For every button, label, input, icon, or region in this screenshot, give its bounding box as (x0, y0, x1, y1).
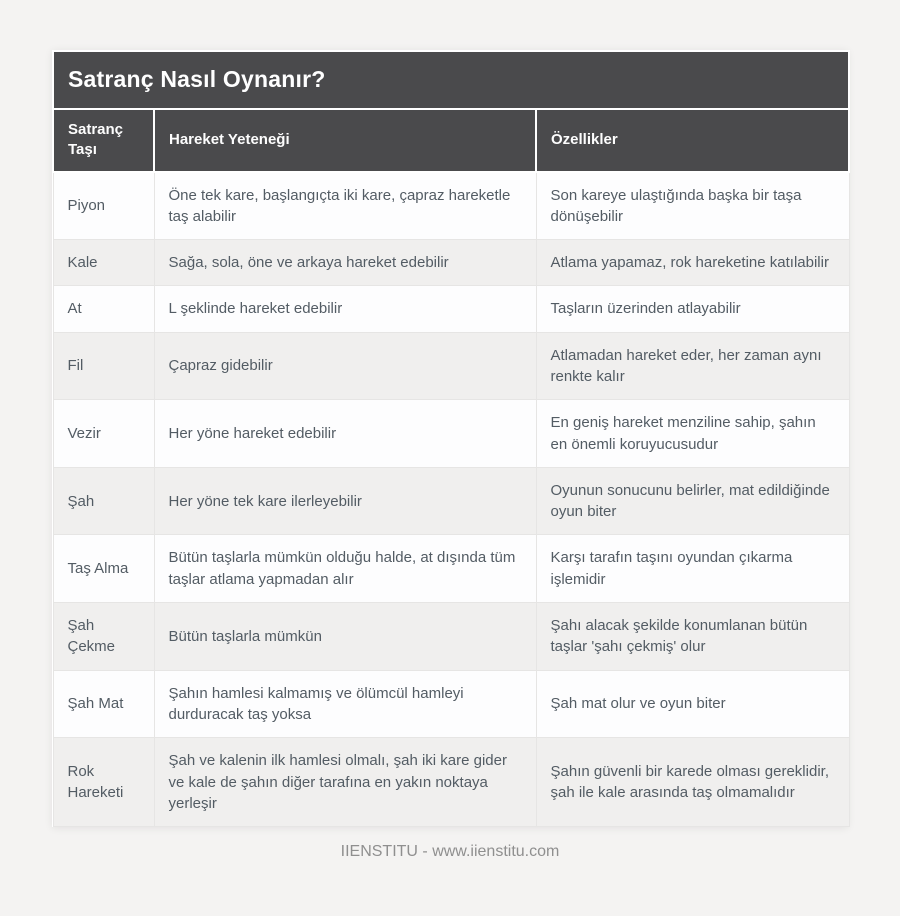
table-row-kale (53, 240, 849, 286)
table-row-vezir (53, 400, 849, 468)
table-row-fil (53, 332, 849, 400)
table-row-rok-hareketi (53, 738, 849, 827)
movement-cell: Bütün taşlarla mümkün olduğu halde, at dışında tüm taşlar atlama yapmadan alır (154, 535, 536, 603)
table-row-sah (53, 467, 849, 535)
features-cell: Taşların üzerinden atlayabilir (536, 286, 849, 332)
features-cell: Şahın güvenli bir karede olması gereklidir, şah ile kale arasında taş olmamalıdır (536, 738, 849, 827)
movement-cell: Her yöne tek kare ilerleyebilir (154, 467, 536, 535)
features-cell: Şahı alacak şekilde konumlanan bütün taşlar 'şahı çekmiş' olur (536, 603, 849, 671)
features-cell: Atlamadan hareket eder, her zaman aynı renkte kalır (536, 332, 849, 400)
piece-name-cell: Kale (53, 240, 154, 286)
piece-name-cell: At (53, 286, 154, 332)
features-cell: Son kareye ulaştığında başka bir taşa dönüşebilir (536, 172, 849, 240)
piece-name-cell: Piyon (53, 172, 154, 240)
features-cell: Karşı tarafın taşını oyundan çıkarma işlemidir (536, 535, 849, 603)
table-row-tas-alma (53, 535, 849, 603)
features-cell: En geniş hareket menziline sahip, şahın en önemli koruyucusudur (536, 400, 849, 468)
movement-cell: Her yöne hareket edebilir (154, 400, 536, 468)
column-header-movement: Hareket Yeteneği (154, 109, 536, 172)
title-row (53, 51, 849, 109)
chess-rules-card (52, 50, 848, 827)
piece-name-cell: Şah (53, 467, 154, 535)
movement-cell: L şeklinde hareket edebilir (154, 286, 536, 332)
column-header-features: Özellikler (536, 109, 849, 172)
piece-name-cell: Rok Hareketi (53, 738, 154, 827)
movement-cell: Öne tek kare, başlangıçta iki kare, çapraz hareketle taş alabilir (154, 172, 536, 240)
piece-name-cell: Vezir (53, 400, 154, 468)
table-row-sah-mat (53, 670, 849, 738)
piece-name-cell: Taş Alma (53, 535, 154, 603)
page-title: Satranç Nasıl Oynanır? (53, 51, 849, 109)
table-row-sah-cekme (53, 603, 849, 671)
footer-attribution: IIENSTITU - www.iienstitu.com (340, 843, 560, 861)
table-row-piyon (53, 172, 849, 240)
features-cell: Oyunun sonucunu belirler, mat edildiğinde oyun biter (536, 467, 849, 535)
features-cell: Atlama yapamaz, rok hareketine katılabilir (536, 240, 849, 286)
features-cell: Şah mat olur ve oyun biter (536, 670, 849, 738)
column-header-row (53, 109, 849, 172)
movement-cell: Çapraz gidebilir (154, 332, 536, 400)
piece-name-cell: Şah Mat (53, 670, 154, 738)
movement-cell: Şah ve kalenin ilk hamlesi olmalı, şah iki kare gider ve kale de şahın diğer tarafına en yakın noktaya yerleşir (154, 738, 536, 827)
table-row-at (53, 286, 849, 332)
piece-name-cell: Şah Çekme (53, 603, 154, 671)
column-header-piece: Satranç Taşı (53, 109, 154, 172)
movement-cell: Bütün taşlarla mümkün (154, 603, 536, 671)
movement-cell: Şahın hamlesi kalmamış ve ölümcül hamleyi durduracak taş yoksa (154, 670, 536, 738)
piece-name-cell: Fil (53, 332, 154, 400)
chess-rules-table (52, 50, 850, 827)
movement-cell: Sağa, sola, öne ve arkaya hareket edebilir (154, 240, 536, 286)
